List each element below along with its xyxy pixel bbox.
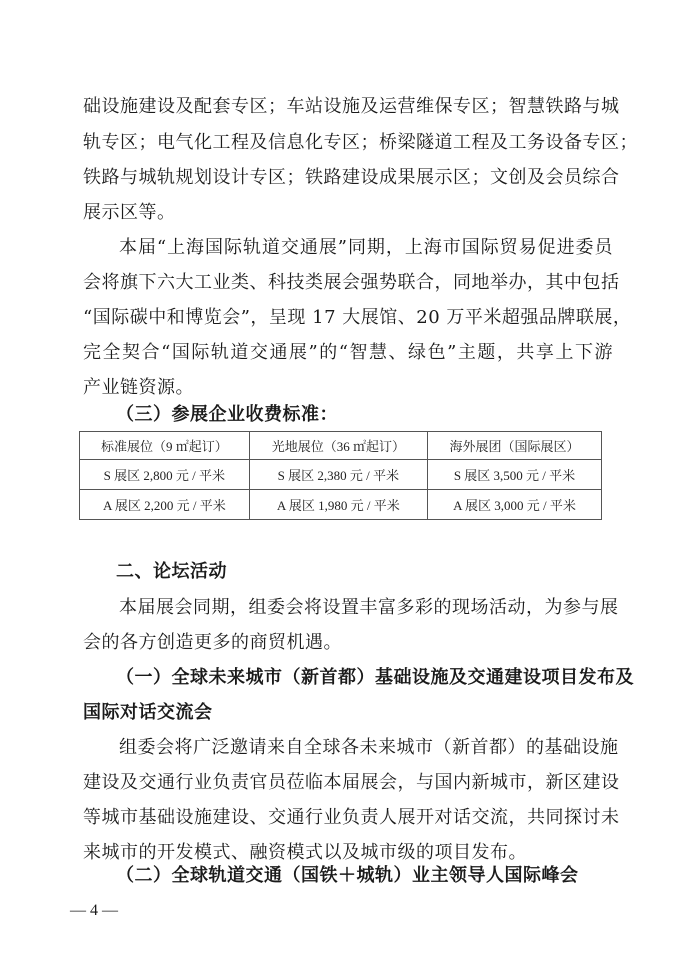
paragraph-line: 来城市的开发模式、融资模式以及城市级的项目发布。 — [83, 842, 527, 863]
fee-table — [79, 431, 602, 520]
paragraph-line: 完全契合“国际轨道交通展”的“智慧、绿色”主题，共享上下游 — [83, 342, 613, 363]
table-cell: S 展区 3,500 元 / 平米 — [427, 460, 601, 490]
fee-subheading: （三）参展企业收费标准： — [116, 404, 338, 425]
table-cell: A 展区 1,980 元 / 平米 — [249, 490, 427, 520]
page-number: — 4 — — [70, 902, 118, 919]
paragraph-line: 会将旗下六大工业类、科技类展会强势联合，同地举办，其中包括 — [83, 272, 620, 293]
paragraph-line: 会的各方创造更多的商贸机遇。 — [83, 632, 342, 653]
paragraph-line: 铁路与城轨规划设计专区；铁路建设成果展示区；文创及会员综合 — [83, 167, 620, 188]
paragraph-line: 础设施建设及配套专区；车站设施及运营维保专区；智慧铁路与城 — [83, 96, 620, 117]
table-cell: S 展区 2,800 元 / 平米 — [80, 460, 250, 490]
section-heading: 二、论坛活动 — [116, 561, 227, 582]
paragraph-line: 本届“上海国际轨道交通展”同期，上海市国际贸易促进委员 — [119, 237, 613, 258]
table-header-cell: 标准展位（9 ㎡起订） — [80, 432, 250, 460]
table-header-cell: 光地展位（36 ㎡起订） — [249, 432, 427, 460]
paragraph-line: 展示区等。 — [83, 202, 176, 223]
table-header-cell: 海外展团（国际展区） — [427, 432, 601, 460]
paragraph-line: 建设及交通行业负责官员莅临本届展会，与国内新城市，新区建设 — [83, 772, 620, 793]
table-row — [80, 460, 602, 490]
paragraph-line: “国际碳中和博览会”，呈现 17 大展馆、20 万平米超强品牌联展， — [83, 307, 632, 328]
paragraph-line: 组委会将广泛邀请来自全球各未来城市（新首都）的基础设施 — [119, 737, 619, 758]
table-header-row — [80, 432, 602, 460]
paragraph-line: 轨专区；电气化工程及信息化专区；桥梁隧道工程及工务设备专区； — [83, 132, 638, 153]
subsection-heading: （一）全球未来城市（新首都）基础设施及交通建设项目发布及 — [116, 667, 634, 688]
table-cell: A 展区 2,200 元 / 平米 — [80, 490, 250, 520]
paragraph-line: 本届展会同期，组委会将设置丰富多彩的现场活动，为参与展 — [119, 597, 619, 618]
subsection-heading: （二）全球轨道交通（国铁＋城轨）业主领导人国际峰会 — [116, 865, 579, 886]
table-row — [80, 490, 602, 520]
table-cell: A 展区 3,000 元 / 平米 — [427, 490, 601, 520]
paragraph-line: 产业链资源。 — [83, 377, 194, 398]
table-cell: S 展区 2,380 元 / 平米 — [249, 460, 427, 490]
paragraph-line: 等城市基础设施建设、交通行业负责人展开对话交流，共同探讨未 — [83, 807, 620, 828]
subsection-heading: 国际对话交流会 — [83, 702, 213, 723]
